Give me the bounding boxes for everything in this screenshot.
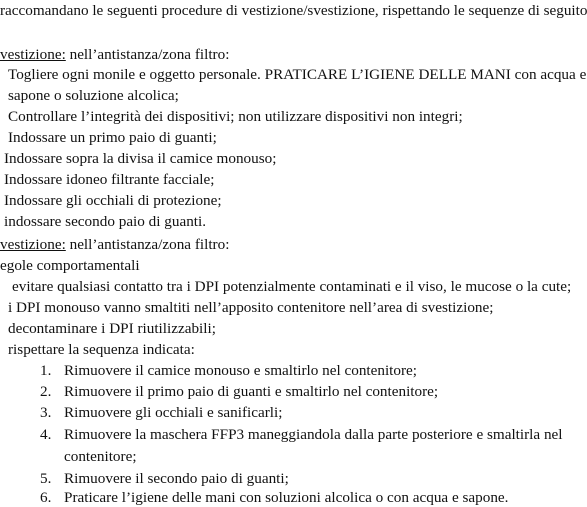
vestizione-item: Indossare un primo paio di guanti; bbox=[8, 129, 217, 146]
rule-item: decontaminare i DPI riutilizzabili; bbox=[8, 320, 216, 337]
rules-label: egole comportamentali bbox=[0, 257, 140, 274]
vestizione-item: indossare secondo paio di guanti. bbox=[4, 213, 207, 230]
sequence-item bbox=[40, 404, 282, 422]
vestizione-heading-label: vestizione: bbox=[0, 46, 66, 63]
vestizione-item: sapone o soluzione alcolica; bbox=[8, 87, 179, 104]
sequence-item bbox=[40, 470, 289, 488]
sequence-text: Rimuovere il secondo paio di guanti; bbox=[64, 470, 289, 487]
sequence-number: 5. bbox=[40, 470, 52, 487]
vestizione-item: Togliere ogni monile e oggetto personale. PRATICARE L’IGIENE DELLE MANI con acqua e bbox=[8, 66, 587, 83]
rule-item: rispettare la sequenza indicata: bbox=[8, 341, 195, 358]
svestizione-heading-label: vestizione: bbox=[0, 236, 66, 253]
sequence-number: 6. bbox=[40, 489, 52, 506]
sequence-number: 1. bbox=[40, 362, 52, 379]
sequence-item bbox=[40, 489, 508, 507]
sequence-item bbox=[40, 448, 137, 466]
svestizione-heading bbox=[0, 236, 229, 254]
vestizione-heading bbox=[0, 46, 229, 64]
sequence-item bbox=[40, 383, 438, 401]
vestizione-item: Controllare l’integrità dei dispositivi; non utilizzare dispositivi non integri; bbox=[8, 108, 463, 125]
sequence-text: Rimuovere gli occhiali e sanificarli; bbox=[64, 404, 283, 421]
sequence-number: 3. bbox=[40, 404, 52, 421]
sequence-number: 4. bbox=[40, 426, 52, 443]
svestizione-heading-rest: nell’antistanza/zona filtro: bbox=[65, 236, 230, 253]
vestizione-heading-rest: nell’antistanza/zona filtro: bbox=[65, 46, 230, 63]
rule-item: i DPI monouso vanno smaltiti nell’apposito contenitore nell’area di svestizione; bbox=[8, 299, 494, 316]
intro-text: raccomandano le seguenti procedure di vestizione/svestizione, rispettando le sequenze di seguito bbox=[0, 2, 587, 19]
sequence-number: 2. bbox=[40, 383, 52, 400]
sequence-item bbox=[40, 426, 563, 444]
vestizione-item: Indossare sopra la divisa il camice monouso; bbox=[4, 150, 277, 167]
sequence-text: Rimuovere il camice monouso e smaltirlo nel contenitore; bbox=[64, 362, 418, 379]
rule-item: evitare qualsiasi contatto tra i DPI potenzialmente contaminati e il viso, le mucose o la cute; bbox=[12, 278, 572, 295]
vestizione-item: Indossare idoneo filtrante facciale; bbox=[4, 171, 215, 188]
sequence-text: Praticare l’igiene delle mani con soluzioni alcolica o con acqua e sapone. bbox=[64, 489, 509, 506]
sequence-text: Rimuovere il primo paio di guanti e smaltirlo nel contenitore; bbox=[64, 383, 439, 400]
sequence-text: contenitore; bbox=[64, 448, 137, 465]
vestizione-item: Indossare gli occhiali di protezione; bbox=[4, 192, 222, 209]
sequence-item bbox=[40, 362, 417, 380]
sequence-text: Rimuovere la maschera FFP3 maneggiandola dalla parte posteriore e smaltirla nel bbox=[64, 426, 563, 443]
